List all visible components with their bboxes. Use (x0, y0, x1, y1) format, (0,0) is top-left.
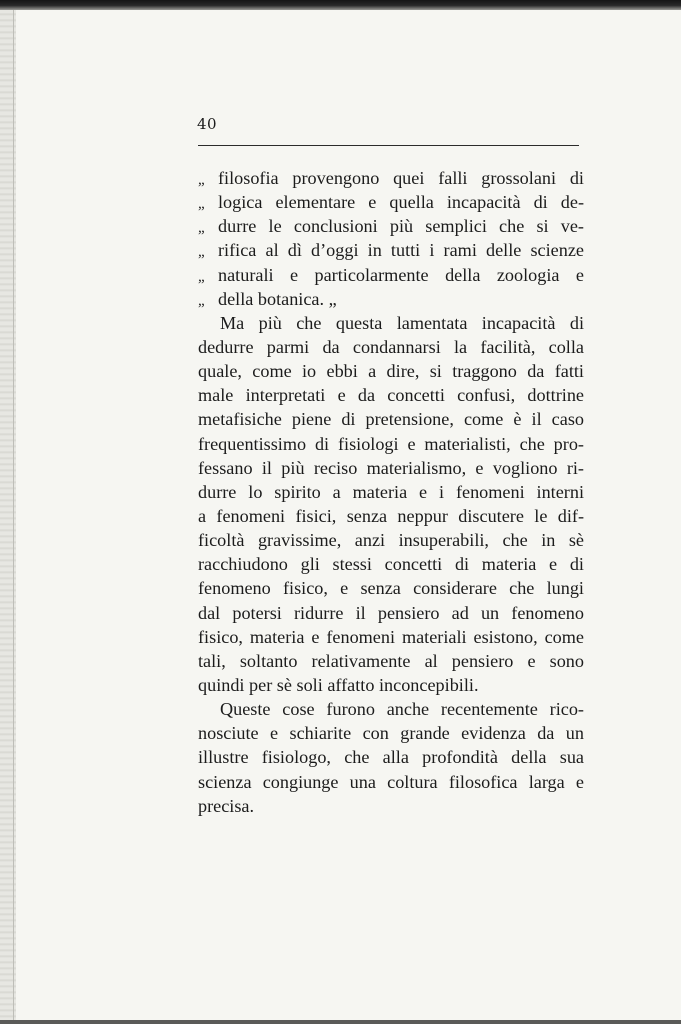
text-line: fenomeno fisico, e senza considerare che lungi (198, 578, 584, 599)
text-line: Ma più che questa lamentata incapacità di (220, 312, 584, 333)
quote-mark: „ (198, 172, 205, 188)
text-line: tali, soltanto relativamente al pensiero e sono (198, 650, 584, 671)
body-text (198, 166, 584, 818)
text-line: frequentissimo di fisiologi e materialisti, che pro- (198, 433, 584, 454)
text-line: durre lo spirito a materia e i fenomeni interni (198, 481, 584, 502)
text-line: fisico, materia e fenomeni materiali esistono, come (198, 626, 584, 647)
page-bottom-edge (0, 1020, 681, 1024)
text-line: „ naturali e particolarmente della zoologia e (198, 263, 584, 287)
text-line: quale, come io ebbi a dire, si traggono da fatti (198, 361, 584, 382)
quote-mark: „ (198, 220, 205, 237)
text-line: fessano il più reciso materialismo, e vogliono ri- (198, 457, 584, 478)
text-line: precisa. (198, 795, 255, 816)
quote-mark: „ (198, 196, 205, 213)
text-line: dedurre parmi da condannarsi la facilità, colla (198, 336, 584, 357)
text-line: „ logica elementare e quella incapacità di de- (198, 190, 584, 214)
text-line: dal potersi ridurre il pensiero ad un fenomeno (198, 602, 584, 623)
text-line: scienza congiunge una coltura filosofica larga e (198, 771, 584, 792)
text-line: „ filosofia provengono quei falli grossolani di (198, 166, 584, 190)
text-line: ficoltà gravissime, anzi insuperabili, che in sè (198, 530, 584, 551)
quote-mark: „ (198, 292, 205, 309)
text-line: quindi per sè soli affatto inconcepibili. (198, 674, 479, 695)
header-rule (198, 145, 579, 146)
text-line: „ durre le conclusioni più semplici che si ve- (198, 214, 584, 238)
text-line: nosciute e schiarite con grande evidenza da un (198, 723, 584, 744)
page-top-edge (0, 0, 681, 10)
text-line: racchiudono gli stessi concetti di materia e di (198, 554, 584, 575)
text-line: Queste cose furono anche recentemente rico- (220, 699, 584, 720)
text-line: a fenomeni fisici, senza neppur discutere le dif- (198, 505, 584, 526)
page-number: 40 (197, 115, 218, 133)
text-line: „ rifica al dì d’oggi in tutti i rami delle scienze (198, 238, 584, 262)
binding-edge (0, 10, 16, 1024)
quote-mark: „ (198, 244, 205, 261)
text-line: illustre fisiologo, che alla profondità della sua (198, 747, 584, 768)
quote-mark: „ (198, 268, 205, 285)
text-line: „ della botanica. „ (198, 287, 584, 311)
text-line: male interpretati e da concetti confusi, dottrine (198, 385, 584, 406)
text-line: metafisiche piene di pretensione, come è il caso (198, 409, 584, 430)
